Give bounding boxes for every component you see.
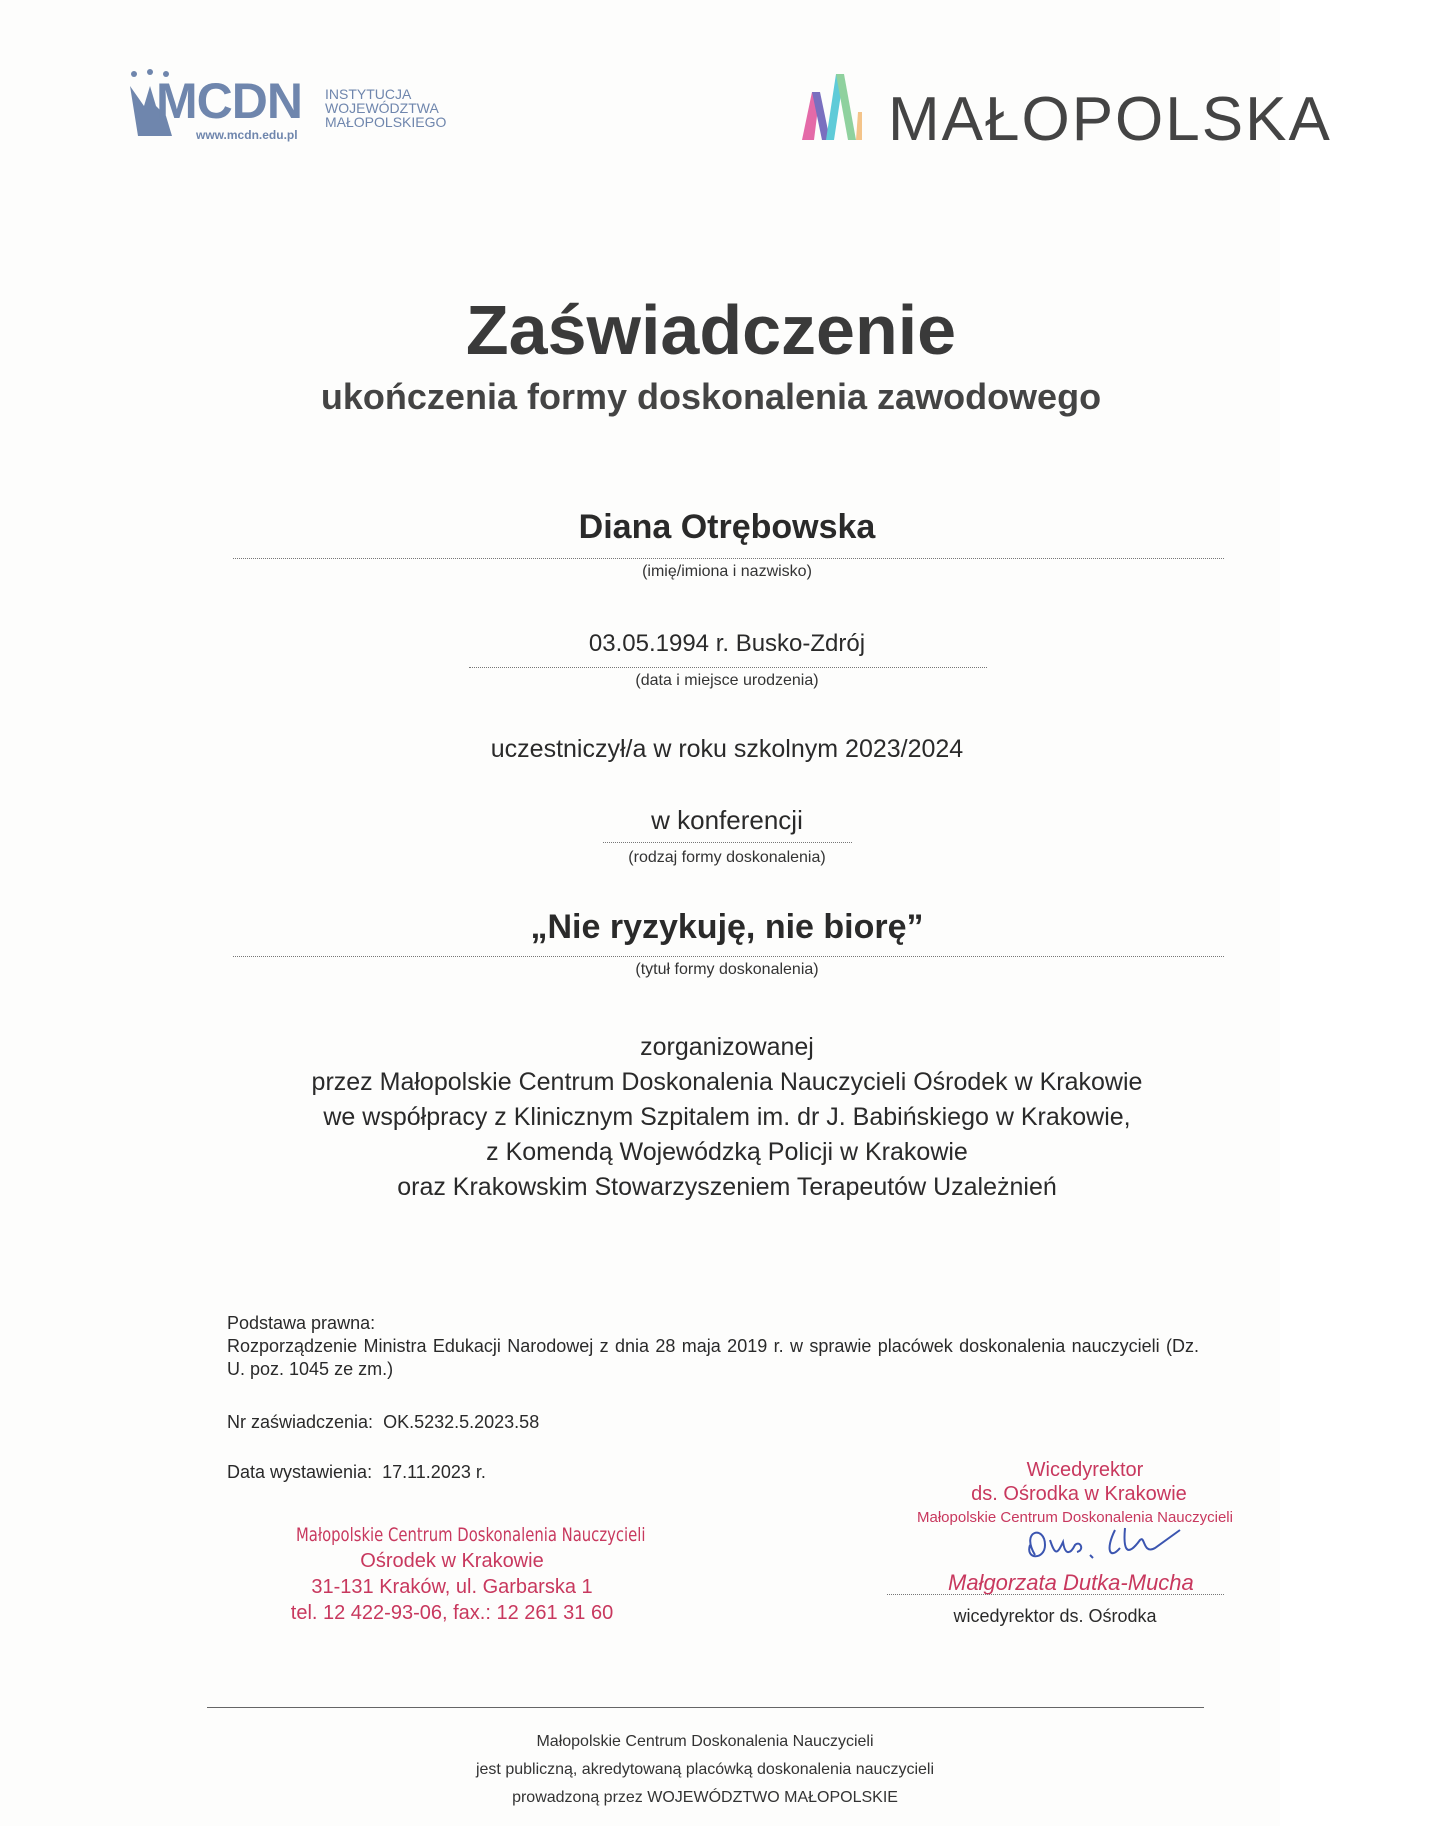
- certificate-number-value: OK.5232.5.2023.58: [383, 1412, 540, 1432]
- document-subtitle: ukończenia formy doskonalenia zawodowego: [320, 376, 1102, 417]
- issue-date: [227, 1462, 486, 1483]
- form-type-label: (rodzaj formy doskonalenia): [628, 849, 826, 866]
- participation-text: uczestniczył/a w roku szkolnym 2023/2024: [490, 735, 964, 763]
- name-dotted-line: [233, 558, 1224, 559]
- form-title-label: (tytuł formy doskonalenia): [635, 961, 819, 978]
- issue-date-value: 17.11.2023 r.: [382, 1462, 486, 1482]
- document-title: Zaświadczenie: [465, 291, 957, 369]
- footer-line: Małopolskie Centrum Doskonalenia Nauczycieli: [536, 1733, 874, 1750]
- organizer-line: we współpracy z Klinicznym Szpitalem im. dr J. Babińskiego w Krakowie,: [323, 1103, 1131, 1131]
- birth-data: 03.05.1994 r. Busko-Zdrój: [588, 630, 866, 657]
- certificate-number-label: Nr zaświadczenia:: [227, 1412, 374, 1432]
- footer-divider: [207, 1707, 1204, 1708]
- institution-line: INSTYTUCJA: [325, 86, 412, 102]
- stamp-line: tel. 12 422-93-06, fax.: 12 261 31 60: [290, 1602, 614, 1624]
- institution-line: WOJEWÓDZTWA: [325, 100, 439, 116]
- stamp-line: ds. Ośrodka w Krakowie: [971, 1483, 1187, 1505]
- stamp-line: Małopolskie Centrum Doskonalenia Nauczycieli: [917, 1509, 1233, 1526]
- legal-text: Rozporządzenie Ministra Edukacji Narodowej z dnia 28 maja 2019 r. w sprawie placówek doskonalenia nauczycieli (Dz. U. poz. 1045 ze zm.): [227, 1336, 1199, 1379]
- organizer-line: z Komendą Wojewódzką Policji w Krakowie: [486, 1138, 968, 1166]
- stamp-line: Wicedyrektor: [1026, 1459, 1144, 1481]
- stamp-line: Małopolskie Centrum Doskonalenia Nauczycieli: [296, 1524, 646, 1546]
- stamp-line: Ośrodek w Krakowie: [360, 1550, 544, 1572]
- signer-name: Małgorzata Dutka-Mucha: [948, 1570, 1194, 1595]
- organizer-line: przez Małopolskie Centrum Doskonalenia Nauczycieli Ośrodek w Krakowie: [311, 1068, 1143, 1096]
- institution-stamp: [252, 1522, 652, 1626]
- institution-line: MAŁOPOLSKIEGO: [325, 114, 447, 130]
- signature-dotted-line: [887, 1594, 1224, 1595]
- form-title-dotted-line: [233, 956, 1224, 957]
- footer-line: prowadzoną przez WOJEWÓDZTWO MAŁOPOLSKIE: [512, 1789, 898, 1806]
- legal-basis: [227, 1312, 1199, 1381]
- legal-heading: Podstawa prawna:: [227, 1313, 376, 1333]
- footer: [405, 1728, 1005, 1812]
- footer-line: jest publiczną, akredytowaną placówką doskonalenia nauczycieli: [475, 1761, 935, 1778]
- form-title: „Nie ryzykuję, nie biorę”: [530, 908, 924, 946]
- stamp-line: 31-131 Kraków, ul. Garbarska 1: [311, 1576, 593, 1598]
- birth-dotted-line: [469, 667, 987, 668]
- organizer-block: [0, 1030, 1454, 1205]
- participant-name: Diana Otrębowska: [578, 508, 876, 546]
- name-label: (imię/imiona i nazwisko): [642, 563, 812, 580]
- form-type: w konferencji: [651, 805, 803, 835]
- organizer-line: oraz Krakowskim Stowarzyszeniem Terapeutów Uzależnień: [397, 1173, 1057, 1201]
- mcdn-logo-text: MCDN: [156, 73, 302, 129]
- organizer-line: zorganizowanej: [640, 1033, 814, 1061]
- form-dotted-line: [603, 842, 852, 843]
- mcdn-logo: [126, 66, 306, 146]
- certificate-number: [227, 1412, 539, 1433]
- birth-label: (data i miejsce urodzenia): [635, 672, 819, 689]
- mcdn-url: www.mcdn.edu.pl: [196, 128, 298, 142]
- signer-role: wicedyrektor ds. Ośrodka: [953, 1606, 1157, 1626]
- malopolska-logo-text: MAŁOPOLSKA: [888, 85, 1332, 154]
- issue-date-label: Data wystawienia:: [227, 1462, 373, 1482]
- handwritten-signature: [1015, 1520, 1185, 1570]
- malopolska-m-icon: [800, 72, 875, 142]
- institution-label: [325, 87, 446, 129]
